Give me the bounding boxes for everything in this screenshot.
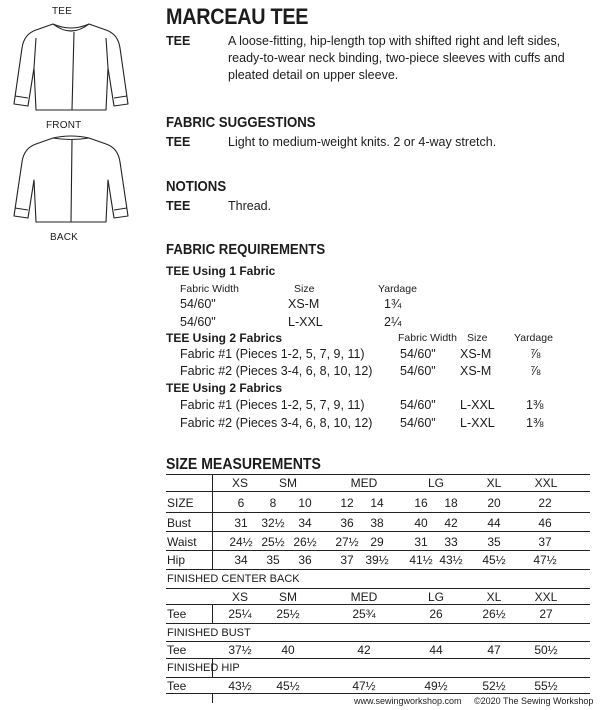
size-value: XS-M (460, 347, 492, 361)
finished-value: 47½ (352, 679, 376, 693)
col-header-fabric-width: Fabric Width (180, 283, 239, 295)
table-rule (166, 491, 590, 492)
finished-value: 25¼ (228, 607, 252, 621)
description-text: A loose-fitting, hip-length top with shifted right and left sides, ready-to-wear neck binding, two-piece sleeves with cuffs and pleated detail on upper sleeve. (228, 34, 565, 82)
table-rule (166, 677, 590, 678)
size-measurements-heading: SIZE MEASUREMENTS (166, 456, 321, 473)
fabric-width-value: 54/60" (400, 347, 436, 361)
size-group-header: XXL (534, 476, 558, 490)
fabric-width-value: 54/60" (400, 416, 436, 430)
measure-value: 18 (444, 496, 458, 510)
col-header-yardage: Yardage (514, 332, 553, 344)
measure-value: 38 (370, 516, 384, 530)
table-rule (166, 512, 590, 513)
measure-value: 41½ (409, 553, 433, 567)
measure-value: 47½ (533, 553, 557, 567)
col-header-fabric-width: Fabric Width (398, 332, 457, 344)
finished-row-label: Tee (167, 607, 187, 621)
fabric-width-value: 54/60" (180, 297, 216, 311)
measure-value: 26½ (293, 535, 317, 549)
two-fabrics-heading: TEE Using 2 Fabrics (166, 331, 283, 345)
fabric-suggestions-key: TEE (166, 135, 191, 149)
measure-value: 8 (269, 496, 277, 510)
notions-key: TEE (166, 199, 191, 213)
measure-row-label: Hip (167, 553, 186, 567)
size-value: XS-M (288, 297, 320, 311)
measure-value: 25½ (261, 535, 285, 549)
col-header-yardage: Yardage (378, 283, 417, 295)
fabric-suggestions-heading: FABRIC SUGGESTIONS (166, 114, 316, 131)
yardage-value: 2¼ (384, 315, 402, 329)
notions-text: Thread. (228, 199, 272, 213)
size-value: L-XXL (288, 315, 323, 329)
finished-value: 49½ (424, 679, 448, 693)
finished-section-heading: FINISHED BUST (167, 627, 251, 639)
measure-value: 37 (538, 535, 552, 549)
measure-value: 33 (444, 535, 458, 549)
finished-value: 43½ (228, 679, 252, 693)
table-rule (166, 641, 590, 642)
measure-value: 35 (266, 553, 280, 567)
table-rule (166, 604, 590, 605)
figure-label-tee: TEE (52, 6, 73, 17)
measure-value: 36 (340, 516, 354, 530)
measure-value: 43½ (439, 553, 463, 567)
yardage-value: ⅞ (530, 347, 541, 361)
table-rule (166, 550, 590, 551)
measure-value: 35 (487, 535, 501, 549)
measure-value: 32½ (261, 516, 285, 530)
measure-value: 31 (414, 535, 428, 549)
size-group-header: XS (231, 590, 248, 604)
fabric-width-value: 54/60" (400, 398, 436, 412)
measure-value: 20 (487, 496, 501, 510)
column-divider (212, 693, 213, 703)
measure-value: 31 (234, 516, 248, 530)
table-rule (166, 569, 590, 570)
finished-value: 55½ (534, 679, 558, 693)
measure-row-label: SIZE (167, 496, 194, 510)
yardage-value: 1⅜ (526, 416, 544, 430)
finished-value: 25½ (276, 607, 300, 621)
two-fabrics-heading: TEE Using 2 Fabrics (166, 381, 283, 395)
measure-value: 24½ (229, 535, 253, 549)
page-title: MARCEAU TEE (166, 4, 309, 29)
measure-row-label: Waist (167, 535, 197, 549)
finished-value: 26½ (482, 607, 506, 621)
finished-value: 47 (487, 643, 501, 657)
one-fabric-heading: TEE Using 1 Fabric (166, 264, 276, 278)
finished-value: 26 (429, 607, 443, 621)
finished-value: 44 (429, 643, 443, 657)
size-value: XS-M (460, 364, 492, 378)
column-divider (212, 604, 213, 623)
back-view-illustration (6, 132, 136, 228)
measure-value: 22 (538, 496, 552, 510)
front-view-illustration (6, 18, 136, 116)
measure-value: 39½ (365, 553, 389, 567)
finished-value: 40 (281, 643, 295, 657)
finished-value: 42 (357, 643, 371, 657)
measure-value: 40 (414, 516, 428, 530)
measure-value: 46 (538, 516, 552, 530)
size-group-header: LG (427, 590, 444, 604)
measure-value: 12 (340, 496, 354, 510)
measure-row-label: Bust (167, 516, 192, 530)
measure-value: 16 (414, 496, 428, 510)
fabric-suggestions-text: Light to medium-weight knits. 2 or 4-way stretch. (228, 135, 497, 149)
size-group-header: LG (427, 476, 444, 490)
yardage-value: 1¾ (384, 297, 402, 311)
table-rule (166, 474, 590, 475)
finished-value: 45½ (276, 679, 300, 693)
finished-value: 25¾ (352, 607, 376, 621)
size-group-header: SM (279, 476, 297, 490)
measure-value: 34 (234, 553, 248, 567)
size-group-header: XXL (534, 590, 558, 604)
size-group-header: MED (350, 590, 378, 604)
size-value: L-XXL (460, 398, 495, 412)
table-rule (166, 623, 590, 624)
figure-label-back: BACK (50, 232, 79, 243)
finished-value: 37½ (228, 643, 252, 657)
measure-value: 37 (340, 553, 354, 567)
col-header-size: Size (467, 332, 488, 344)
description-key: TEE (166, 34, 191, 48)
fabric-width-value: 54/60" (400, 364, 436, 378)
measure-value: 29 (370, 535, 384, 549)
yardage-value: ⅞ (530, 364, 541, 378)
fabric-pieces-label: Fabric #2 (Pieces 3-4, 6, 8, 10, 12) (180, 416, 373, 430)
finished-section-heading: FINISHED CENTER BACK (167, 573, 300, 585)
size-group-header: XL (486, 590, 502, 604)
yardage-value: 1⅜ (526, 398, 544, 412)
measure-value: 44 (487, 516, 501, 530)
table-rule (166, 693, 590, 694)
measure-value: 14 (370, 496, 384, 510)
finished-row-label: Tee (167, 679, 187, 693)
col-header-size: Size (294, 283, 315, 295)
size-value: L-XXL (460, 416, 495, 430)
table-rule (166, 588, 590, 589)
table-rule (166, 531, 590, 532)
figure-label-front: FRONT (46, 120, 82, 131)
measure-value: 6 (237, 496, 245, 510)
size-group-header: SM (279, 590, 297, 604)
measure-value: 34 (298, 516, 312, 530)
column-divider (212, 474, 213, 569)
fabric-pieces-label: Fabric #2 (Pieces 3-4, 6, 8, 10, 12) (180, 364, 373, 378)
measure-value: 45½ (482, 553, 506, 567)
measure-value: 27½ (335, 535, 359, 549)
notions-heading: NOTIONS (166, 178, 227, 195)
measure-value: 10 (298, 496, 312, 510)
table-rule (166, 658, 590, 659)
finished-value: 27 (539, 607, 553, 621)
size-group-header: XS (231, 476, 248, 490)
fabric-width-value: 54/60" (180, 315, 216, 329)
finished-value: 52½ (482, 679, 506, 693)
footer-url: www.sewingworkshop.com (354, 696, 462, 706)
size-group-header: MED (350, 476, 378, 490)
fabric-requirements-heading: FABRIC REQUIREMENTS (166, 241, 326, 258)
size-group-header: XL (486, 476, 502, 490)
measure-value: 42 (444, 516, 458, 530)
footer-copyright: ©2020 The Sewing Workshop (474, 696, 594, 706)
fabric-pieces-label: Fabric #1 (Pieces 1-2, 5, 7, 9, 11) (180, 347, 365, 361)
finished-section-heading: FINISHED HIP (167, 662, 240, 674)
finished-value: 50½ (534, 643, 558, 657)
fabric-pieces-label: Fabric #1 (Pieces 1-2, 5, 7, 9, 11) (180, 398, 365, 412)
finished-row-label: Tee (167, 643, 187, 657)
measure-value: 36 (298, 553, 312, 567)
